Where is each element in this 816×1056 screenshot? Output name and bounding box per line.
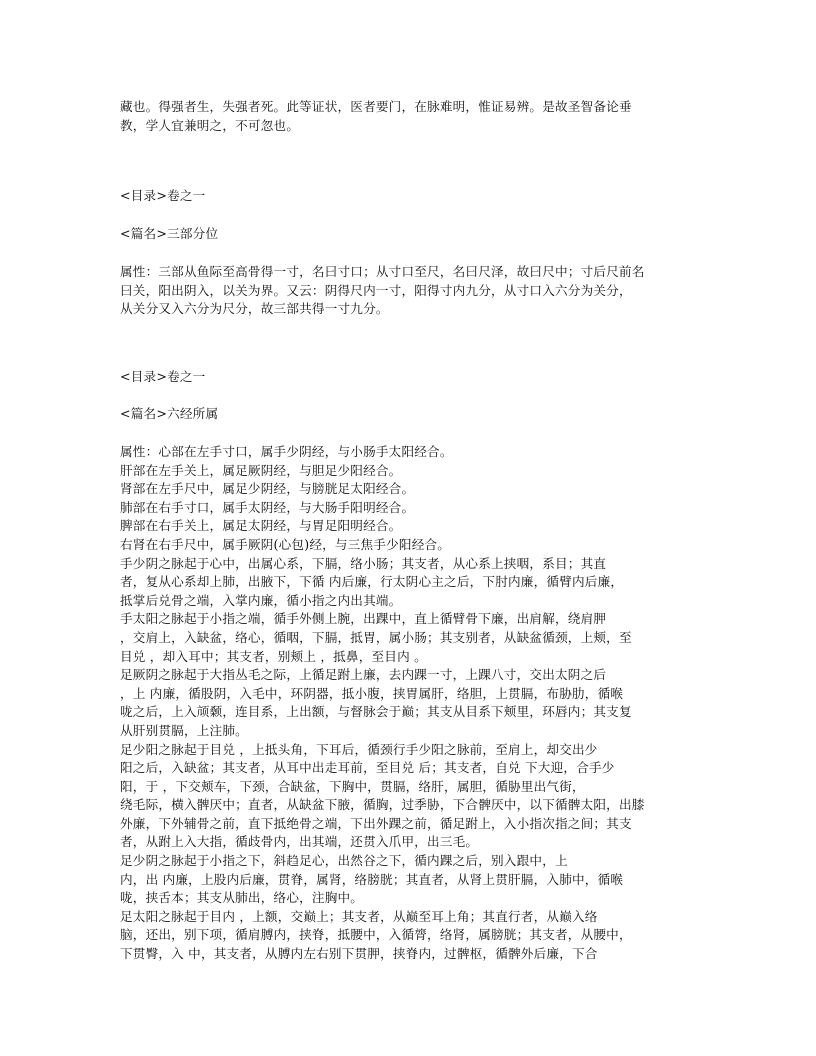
section-paragraph — [120, 263, 700, 319]
text-line: 教，学人宜兼明之，不可忽也。 — [120, 117, 300, 133]
text-line: 咙之后，上入颃颡，连目系，上出额，与督脉会于巅；其支从目系下颊里，环唇内；其支复 — [120, 704, 632, 720]
text-line: 脑，还出，别下项，循肩膊内，挟脊，抵腰中，入循膂，络肾，属膀胱；其支者，从腰中， — [120, 927, 632, 943]
text-line: 咙，挟舌本；其支从肺出，络心，注胸中。 — [120, 890, 364, 906]
text-line: 右肾在右手尺中，属手厥阴(心包)经，与三焦手少阳经合。 — [120, 536, 451, 552]
text-line: 足少阳之脉起于目兑 ，上抵头角，下耳后，循颈行手少阳之脉前，至肩上，却交出少 — [120, 741, 598, 757]
section-paragraph — [120, 443, 700, 964]
chapter-label: <篇名>三部分位 — [120, 226, 219, 241]
text-line: 内，出 内廉，上股内后廉，贯脊，属肾，络膀胱；其直者，从肾上贯肝膈，入肺中，循喉 — [120, 871, 624, 887]
text-line: 属性：三部从鱼际至高骨得一寸，名曰寸口；从寸口至尺，名曰尺泽，故曰尺中；寸后尺前名 — [120, 264, 645, 279]
text-line: ，交肩上，入缺盆，络心，循咽，下膈，抵胃，属小肠；其支别者，从缺盆循颈，上颊，至 — [120, 629, 632, 645]
text-line: 脾部在右手关上，属足太阴经，与胃足阳明经合。 — [120, 518, 402, 534]
text-line: 肝部在左手关上，属足厥阴经，与胆足少阳经合。 — [120, 462, 402, 478]
text-line: 藏也。得强者生，失强者死。此等证状，医者要门，在脉难明，惟证易辨。是故圣智备论垂 — [120, 99, 632, 114]
intro-paragraph — [120, 98, 700, 135]
chapter-label: <篇名>六经所属 — [120, 406, 219, 421]
catalog-label: <目录>卷之一 — [120, 188, 206, 203]
text-line: 足厥阴之脉起于大指丛毛之际，上循足跗上廉，去内踝一寸，上踝八寸，交出太阴之后 — [120, 667, 607, 683]
text-line: 属性：心部在左手寸口，属手少阴经，与小肠手太阳经合。 — [120, 444, 453, 459]
text-line: 目兑 ，却入耳中；其支者，别颊上 ，抵鼻，至目内 。 — [120, 648, 427, 664]
text-line: 从肝别贯膈，上注肺。 — [120, 722, 248, 738]
text-line: 曰关，阳出阴入，以关为界。又云：阴得尺内一寸，阳得寸内九分，从寸口入六分为关分， — [120, 282, 632, 298]
text-line: 从关分又入六分为尺分，故三部共得一寸九分。 — [120, 301, 389, 317]
catalog-heading — [120, 368, 700, 387]
text-line: 外廉，下外辅骨之前，直下抵绝骨之端，下出外踝之前，循足跗上，入小指次指之间；其支 — [120, 815, 632, 831]
text-line: 下贯臀，入 中，其支者，从膊内左右别下贯胛，挟脊内，过髀枢，循髀外后廉，下合 — [120, 946, 598, 962]
text-line: 足太阳之脉起于目内 ，上额，交巅上；其支者，从巅至耳上角；其直行者，从巅入络 — [120, 908, 598, 924]
text-line: ，上 内廉，循股阴，入毛中，环阴器，抵小腹，挟胃属肝，络胆，上贯膈，布胁肋，循喉 — [120, 685, 624, 701]
chapter-heading — [120, 225, 700, 244]
text-line: 绕毛际，横入髀厌中；直者，从缺盆下腋，循胸，过季胁，下合髀厌中，以下循髀太阳，出膝 — [120, 797, 645, 813]
catalog-label: <目录>卷之一 — [120, 369, 206, 384]
text-line: 手少阴之脉起于心中，出属心系，下膈，络小肠；其支者，从心系上挟咽，系目；其直 — [120, 555, 607, 571]
text-line: 者，从跗上入大指，循歧骨内，出其端，还贯入爪甲，出三毛。 — [120, 834, 479, 850]
text-line: 抵掌后兑骨之端，入掌内廉，循小指之内出其端。 — [120, 592, 402, 608]
text-line: 足少阴之脉起于小指之下，斜趋足心，出然谷之下，循内踝之后，别入跟中，上 — [120, 853, 568, 869]
text-line: 者，复从心系却上肺，出腋下，下循 内后廉，行太阴心主之后，下肘内廉，循臂内后廉， — [120, 574, 624, 590]
text-line: 手太阳之脉起于小指之端，循手外侧上腕，出踝中，直上循臂骨下廉，出肩解，绕肩胛 — [120, 611, 607, 627]
text-line: 肺部在右手寸口，属手太阴经，与大肠手阳明经合。 — [120, 499, 415, 515]
catalog-heading — [120, 187, 700, 206]
text-line: 肾部在左手尺中，属足少阴经，与膀胱足太阳经合。 — [120, 481, 415, 497]
text-line: 阳，于 ，下交颊车，下颈，合缺盆，下胸中，贯膈，络肝，属胆，循胁里出气街， — [120, 778, 585, 794]
text-line: 阳之后，入缺盆；其支者，从耳中出走耳前，至目兑 后；其支者，自兑 下大迎，合手少 — [120, 760, 615, 776]
chapter-heading — [120, 405, 700, 424]
